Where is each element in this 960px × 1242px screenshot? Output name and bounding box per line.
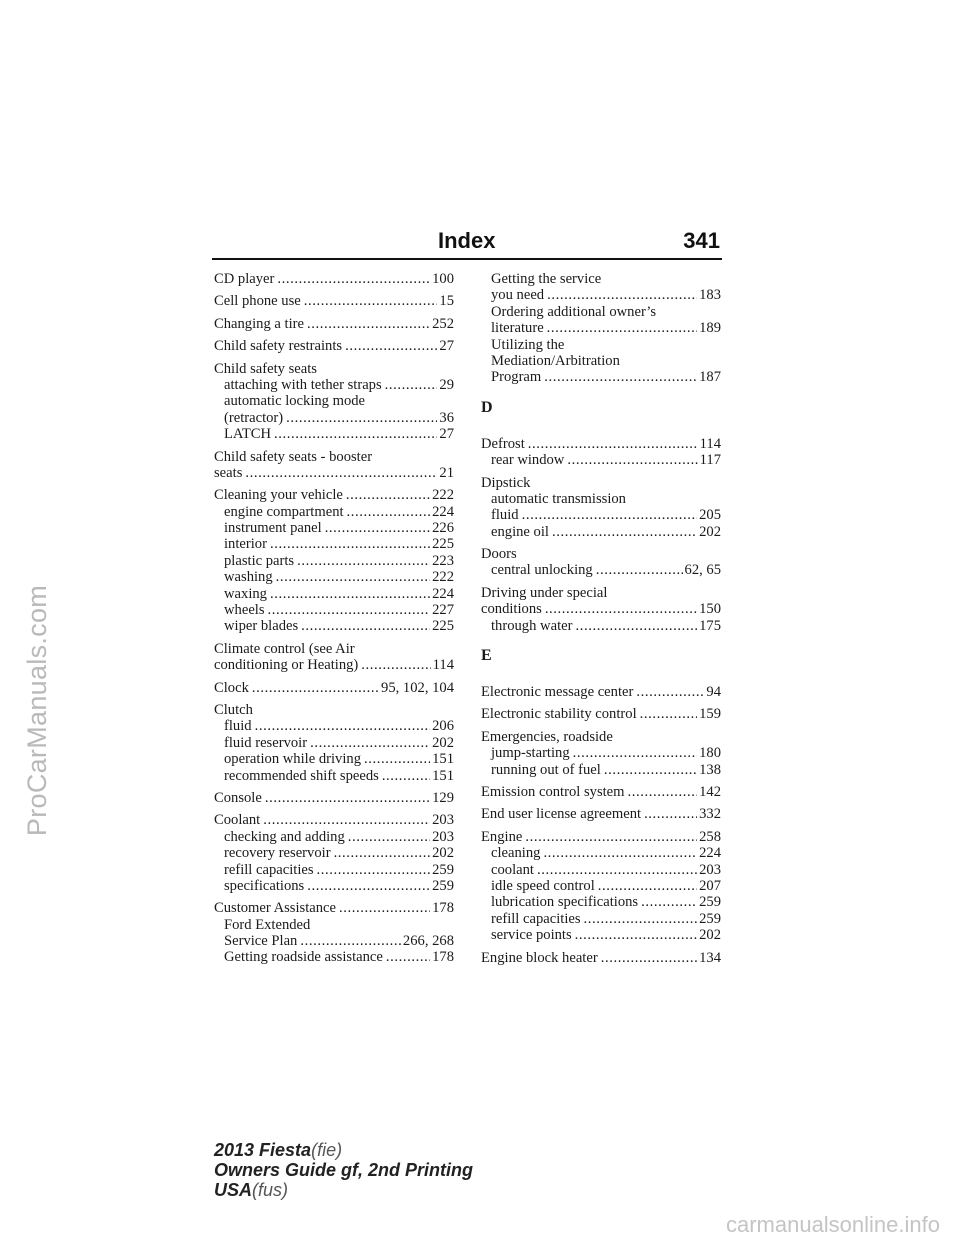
index-label: Ford Extended: [224, 916, 311, 933]
index-page-ref: 203: [699, 861, 721, 878]
index-label: recovery reservoir: [224, 845, 331, 862]
index-page-ref: 223: [432, 552, 454, 569]
dot-leader: [364, 751, 430, 767]
index-entry: [481, 436, 721, 469]
index-label: instrument panel: [224, 520, 322, 537]
index-label: Dipstick: [481, 474, 531, 491]
index-subentry: [214, 553, 454, 569]
index-subentry: [481, 304, 721, 320]
index-subentry: [481, 353, 721, 369]
index-subentry: [214, 768, 454, 784]
index-entry: [214, 487, 454, 635]
index-label: Defrost: [481, 435, 525, 452]
index-label: Mediation/Arbitration: [491, 352, 620, 369]
index-page-ref: 129: [432, 789, 454, 806]
index-label: conditioning or Heating): [214, 657, 359, 674]
index-subentry: [214, 933, 454, 949]
dot-leader: [596, 562, 683, 578]
dot-leader: [598, 878, 697, 894]
index-term: [214, 338, 454, 354]
index-page-ref: 151: [432, 767, 454, 784]
index-page-ref: 27: [439, 426, 454, 443]
index-subentry: [214, 718, 454, 734]
index-term: [481, 784, 721, 800]
index-label: (retractor): [224, 409, 284, 426]
index-label: Cleaning your vehicle: [214, 487, 343, 504]
index-label: engine oil: [491, 523, 549, 540]
index-page-ref: 202: [699, 927, 721, 944]
index-label: Coolant: [214, 812, 261, 829]
dot-leader: [265, 790, 430, 806]
index-page-ref: 258: [699, 828, 721, 845]
index-entry: [214, 271, 454, 287]
index-subentry: [481, 562, 721, 578]
dot-leader: [301, 618, 430, 634]
dot-leader: [307, 878, 430, 894]
dot-leader: [601, 950, 697, 966]
bottom-watermark: carmanualsonline.info: [725, 1212, 940, 1237]
index-page-ref: 202: [432, 845, 454, 862]
index-page-ref: 151: [432, 751, 454, 768]
index-column-right: [481, 271, 721, 972]
index-label: Clutch: [214, 701, 253, 718]
index-subentry: [214, 426, 454, 442]
index-entry: [481, 475, 721, 541]
dot-leader: [575, 618, 697, 634]
index-subentry: [214, 536, 454, 552]
index-letter-heading: E: [481, 647, 492, 665]
dot-leader: [545, 601, 697, 617]
dot-leader: [628, 784, 698, 800]
index-subentry: [214, 829, 454, 845]
index-subentry: [214, 410, 454, 426]
dot-leader: [543, 845, 697, 861]
index-entry: [481, 546, 721, 579]
index-page-ref: 203: [432, 828, 454, 845]
index-label: cleaning: [491, 845, 541, 862]
index-term: [214, 271, 454, 287]
footer-line-3: [214, 1180, 473, 1200]
index-label: Program: [491, 369, 542, 386]
index-label: Engine: [481, 828, 523, 845]
index-entry: [481, 585, 721, 634]
index-term: [214, 449, 454, 465]
index-label: Child safety seats: [214, 360, 317, 377]
index-label: Driving under special: [481, 584, 608, 601]
dot-leader: [274, 426, 437, 442]
index-subentry: [214, 878, 454, 894]
index-term: [214, 641, 454, 657]
index-entry: [214, 361, 454, 443]
index-label: Console: [214, 789, 262, 806]
index-page-ref: 183: [699, 287, 721, 304]
index-letter-heading: D: [481, 398, 493, 416]
dot-leader: [300, 933, 401, 949]
index-subentry: [214, 586, 454, 602]
index-term: [214, 316, 454, 332]
dot-leader: [346, 487, 430, 503]
index-entry: [481, 684, 721, 700]
index-page-ref: 94: [706, 684, 721, 701]
index-entry: [214, 790, 454, 806]
side-watermark: [8, 300, 68, 1120]
dot-leader: [297, 553, 430, 569]
index-term: [481, 585, 721, 601]
index-page-ref: 224: [432, 503, 454, 520]
footer-market: USA: [214, 1180, 253, 1200]
index-subentry: [214, 862, 454, 878]
index-label: Utilizing the: [491, 336, 565, 353]
index-term: [481, 806, 721, 822]
index-term: [481, 829, 721, 845]
footer-model: 2013 Fiesta: [214, 1140, 312, 1160]
index-subentry: [214, 845, 454, 861]
dot-leader: [573, 745, 697, 761]
index-label: plastic parts: [224, 552, 295, 569]
index-page-ref: 134: [699, 949, 721, 966]
index-page-ref: 178: [432, 900, 454, 917]
index-term: [214, 465, 454, 481]
index-page-ref: 205: [699, 507, 721, 524]
index-term: [214, 702, 454, 718]
page-title: Index: [438, 228, 496, 253]
index-label: Doors: [481, 546, 517, 563]
index-label: wheels: [224, 602, 265, 619]
index-label: CD player: [214, 271, 275, 287]
index-entry: [214, 316, 454, 332]
index-entry: [481, 950, 721, 966]
dot-leader: [347, 504, 431, 520]
index-page-ref: 259: [432, 861, 454, 878]
dot-leader: [339, 900, 430, 916]
index-entry: [214, 641, 454, 674]
index-label: running out of fuel: [491, 761, 601, 778]
index-page-ref: 189: [699, 320, 721, 337]
index-term: [481, 475, 721, 491]
index-label: Customer Assistance: [214, 900, 337, 917]
index-subentry: [481, 507, 721, 523]
index-subentry: [214, 520, 454, 536]
index-entry: [214, 449, 454, 482]
page-header: [212, 226, 722, 260]
index-page-ref: 222: [432, 569, 454, 586]
index-page-ref: 225: [432, 536, 454, 553]
index-label: Engine block heater: [481, 949, 598, 966]
dot-leader: [544, 369, 697, 385]
index-label: interior: [224, 536, 267, 553]
dot-leader: [547, 287, 697, 303]
index-page-ref: 36: [439, 409, 454, 426]
dot-leader: [522, 507, 698, 523]
index-page-ref: 117: [699, 452, 721, 469]
dot-leader: [567, 452, 697, 468]
dot-leader: [304, 293, 438, 309]
index-label: fluid: [491, 507, 519, 524]
index-label: waxing: [224, 585, 267, 602]
index-subentry: [214, 618, 454, 634]
dot-leader: [636, 684, 704, 700]
index-page-ref: 29: [439, 376, 454, 393]
index-label: automatic transmission: [491, 490, 626, 507]
index-term: [214, 790, 454, 806]
index-entry: [214, 338, 454, 354]
index-entry: [214, 293, 454, 309]
page-number: 341: [683, 228, 720, 253]
dot-leader: [270, 586, 430, 602]
index-page-ref: 259: [699, 910, 721, 927]
index-label: coolant: [491, 861, 534, 878]
index-label: Child safety restraints: [214, 338, 343, 355]
index-subentry: [214, 917, 454, 933]
index-page-ref: 252: [432, 315, 454, 332]
index-label: you need: [491, 287, 545, 304]
index-page-ref: 259: [432, 877, 454, 894]
index-page-ref: 180: [699, 745, 721, 762]
index-label: Getting the service: [491, 271, 602, 287]
index-term: [214, 487, 454, 503]
index-subentry: [481, 452, 721, 468]
index-subentry: [214, 393, 454, 409]
dot-leader: [386, 949, 430, 965]
index-entry: [481, 706, 721, 722]
index-page-ref: 159: [699, 706, 721, 723]
index-page-ref: 202: [432, 734, 454, 751]
dot-leader: [245, 465, 437, 481]
index-label: Clock: [214, 679, 249, 696]
index-label: refill capacities: [224, 861, 314, 878]
dot-leader: [334, 845, 431, 861]
index-term: [481, 706, 721, 722]
index-entry: [481, 729, 721, 778]
index-page-ref: 224: [432, 585, 454, 602]
index-label: Climate control (see Air: [214, 640, 355, 657]
dot-leader: [317, 862, 431, 878]
index-page-ref: 206: [432, 718, 454, 735]
index-label: fluid reservoir: [224, 734, 308, 751]
index-label: Emission control system: [481, 783, 625, 800]
index-subentry: [481, 911, 721, 927]
index-label: refill capacities: [491, 910, 581, 927]
dot-leader: [307, 316, 430, 332]
index-label: fluid: [224, 718, 252, 735]
index-page-ref: 178: [432, 949, 454, 966]
index-label: specifications: [224, 877, 305, 894]
dot-leader: [270, 536, 430, 552]
index-term: [481, 601, 721, 617]
index-page-ref: 142: [699, 783, 721, 800]
dot-leader: [641, 894, 697, 910]
index-entry: [481, 829, 721, 944]
index-entry: [481, 784, 721, 800]
footer-market-code: (fus): [252, 1180, 289, 1200]
index-entry: [214, 702, 454, 784]
index-page-ref: 259: [699, 894, 721, 911]
dot-leader: [382, 768, 430, 784]
index-label: service points: [491, 927, 572, 944]
index-term: [214, 657, 454, 673]
index-subentry: [481, 337, 721, 353]
index-page-ref: 100: [432, 271, 454, 287]
index-page-ref: 114: [699, 435, 721, 452]
index-term: [481, 729, 721, 745]
index-label: seats: [214, 464, 243, 481]
footer-line-2: [214, 1160, 473, 1180]
index-entry: [214, 900, 454, 966]
index-subentry: [481, 878, 721, 894]
index-subentry: [214, 602, 454, 618]
dot-leader: [325, 520, 430, 536]
index-label: rear window: [491, 452, 565, 469]
dot-leader: [348, 829, 430, 845]
side-watermark-text: ProCarManuals.com: [22, 584, 53, 836]
dot-leader: [252, 680, 379, 696]
index-page-ref: 95, 102, 104: [381, 679, 454, 696]
index-page-ref: 187: [699, 369, 721, 386]
dot-leader: [286, 410, 437, 426]
index-entry: [481, 806, 721, 822]
index-label: Electronic message center: [481, 684, 634, 701]
dot-leader: [644, 806, 697, 822]
index-page-ref: 222: [432, 487, 454, 504]
index-subentry: [214, 377, 454, 393]
index-label: Changing a tire: [214, 315, 304, 332]
index-subentry: [481, 524, 721, 540]
index-page-ref: 226: [432, 520, 454, 537]
dot-leader: [255, 718, 431, 734]
index-subentry: [481, 927, 721, 943]
index-label: washing: [224, 569, 273, 586]
index-subentry: [214, 504, 454, 520]
index-label: recommended shift speeds: [224, 767, 379, 784]
index-term: [481, 950, 721, 966]
index-page-ref: 207: [699, 877, 721, 894]
index-column-left: [214, 271, 454, 972]
index-page-ref: 227: [432, 602, 454, 619]
index-label: jump-starting: [491, 745, 570, 762]
dot-leader: [537, 862, 697, 878]
index-label: End user license agreement: [481, 806, 642, 823]
index-subentry: [214, 735, 454, 751]
index-subentry: [481, 745, 721, 761]
dot-leader: [276, 569, 430, 585]
index-label: Ordering additional owner’s: [491, 303, 657, 320]
index-subentry: [481, 845, 721, 861]
index-subentry: [481, 369, 721, 385]
index-term: [481, 546, 721, 562]
index-subentry: [214, 751, 454, 767]
index-label: Service Plan: [224, 933, 298, 950]
index-label: idle speed control: [491, 877, 595, 894]
index-page-ref: 138: [699, 761, 721, 778]
index-term: [481, 684, 721, 700]
dot-leader: [528, 436, 698, 452]
index-subentry: [481, 862, 721, 878]
dot-leader: [277, 271, 430, 287]
dot-leader: [584, 911, 698, 927]
index-page-ref: 175: [699, 617, 721, 634]
index-label: Electronic stability control: [481, 706, 637, 723]
index-label: literature: [491, 320, 544, 337]
index-subentry: [481, 618, 721, 634]
dot-leader: [575, 927, 697, 943]
index-label: Getting roadside assistance: [224, 949, 383, 966]
index-label: lubrication specifications: [491, 894, 639, 911]
index-subentry: [481, 271, 721, 287]
dot-leader: [310, 735, 430, 751]
index-label: wiper blades: [224, 618, 299, 635]
index-label: LATCH: [224, 426, 272, 443]
dot-leader: [361, 657, 430, 673]
index-page-ref: 224: [699, 845, 721, 862]
index-term: [214, 361, 454, 377]
footer-guide: Owners Guide gf, 2nd Printing: [214, 1160, 474, 1180]
index-subentry: [481, 894, 721, 910]
index-page-ref: 225: [432, 618, 454, 635]
index-subentry: [214, 949, 454, 965]
index-subentry: [481, 762, 721, 778]
index-label: engine compartment: [224, 503, 344, 520]
dot-leader: [547, 320, 697, 336]
index-page-ref: 15: [439, 293, 454, 310]
page-footer: [214, 1140, 473, 1200]
index-term: [214, 680, 454, 696]
index-subentry: [481, 491, 721, 507]
dot-leader: [525, 829, 697, 845]
index-label: checking and adding: [224, 828, 345, 845]
index-term: [214, 293, 454, 309]
dot-leader: [263, 812, 430, 828]
footer-line-1: [214, 1140, 473, 1160]
index-label: automatic locking mode: [224, 393, 366, 410]
index-term: [481, 436, 721, 452]
index-label: Cell phone use: [214, 293, 301, 310]
index-entry: [481, 271, 721, 386]
index-page-ref: 114: [432, 657, 454, 674]
index-page-ref: 332: [699, 806, 721, 823]
index-label: Emergencies, roadside: [481, 728, 613, 745]
index-term: [214, 812, 454, 828]
dot-leader: [552, 524, 697, 540]
index-entry: [214, 680, 454, 696]
index-subentry: [481, 320, 721, 336]
index-page-ref: 202: [699, 523, 721, 540]
index-entry: [214, 812, 454, 894]
index-page-ref: 203: [432, 812, 454, 829]
dot-leader: [268, 602, 431, 618]
index-subentry: [481, 287, 721, 303]
dot-leader: [385, 377, 438, 393]
index-label: through water: [491, 617, 573, 634]
footer-model-code: (fie): [311, 1140, 343, 1160]
index-page-ref: 27: [439, 338, 454, 355]
index-page-ref: 62, 65: [684, 562, 721, 579]
index-label: conditions: [481, 601, 542, 618]
index-label: central unlocking: [491, 562, 593, 579]
dot-leader: [604, 762, 697, 778]
dot-leader: [640, 706, 697, 722]
index-page-ref: 150: [699, 601, 721, 618]
index-label: attaching with tether straps: [224, 376, 382, 393]
index-page-ref: 266, 268: [402, 933, 454, 950]
dot-leader: [345, 338, 437, 354]
index-label: Child safety seats - booster: [214, 448, 373, 465]
index-page-ref: 21: [439, 464, 454, 481]
index-label: operation while driving: [224, 751, 361, 768]
index-term: [214, 900, 454, 916]
index-subentry: [214, 569, 454, 585]
